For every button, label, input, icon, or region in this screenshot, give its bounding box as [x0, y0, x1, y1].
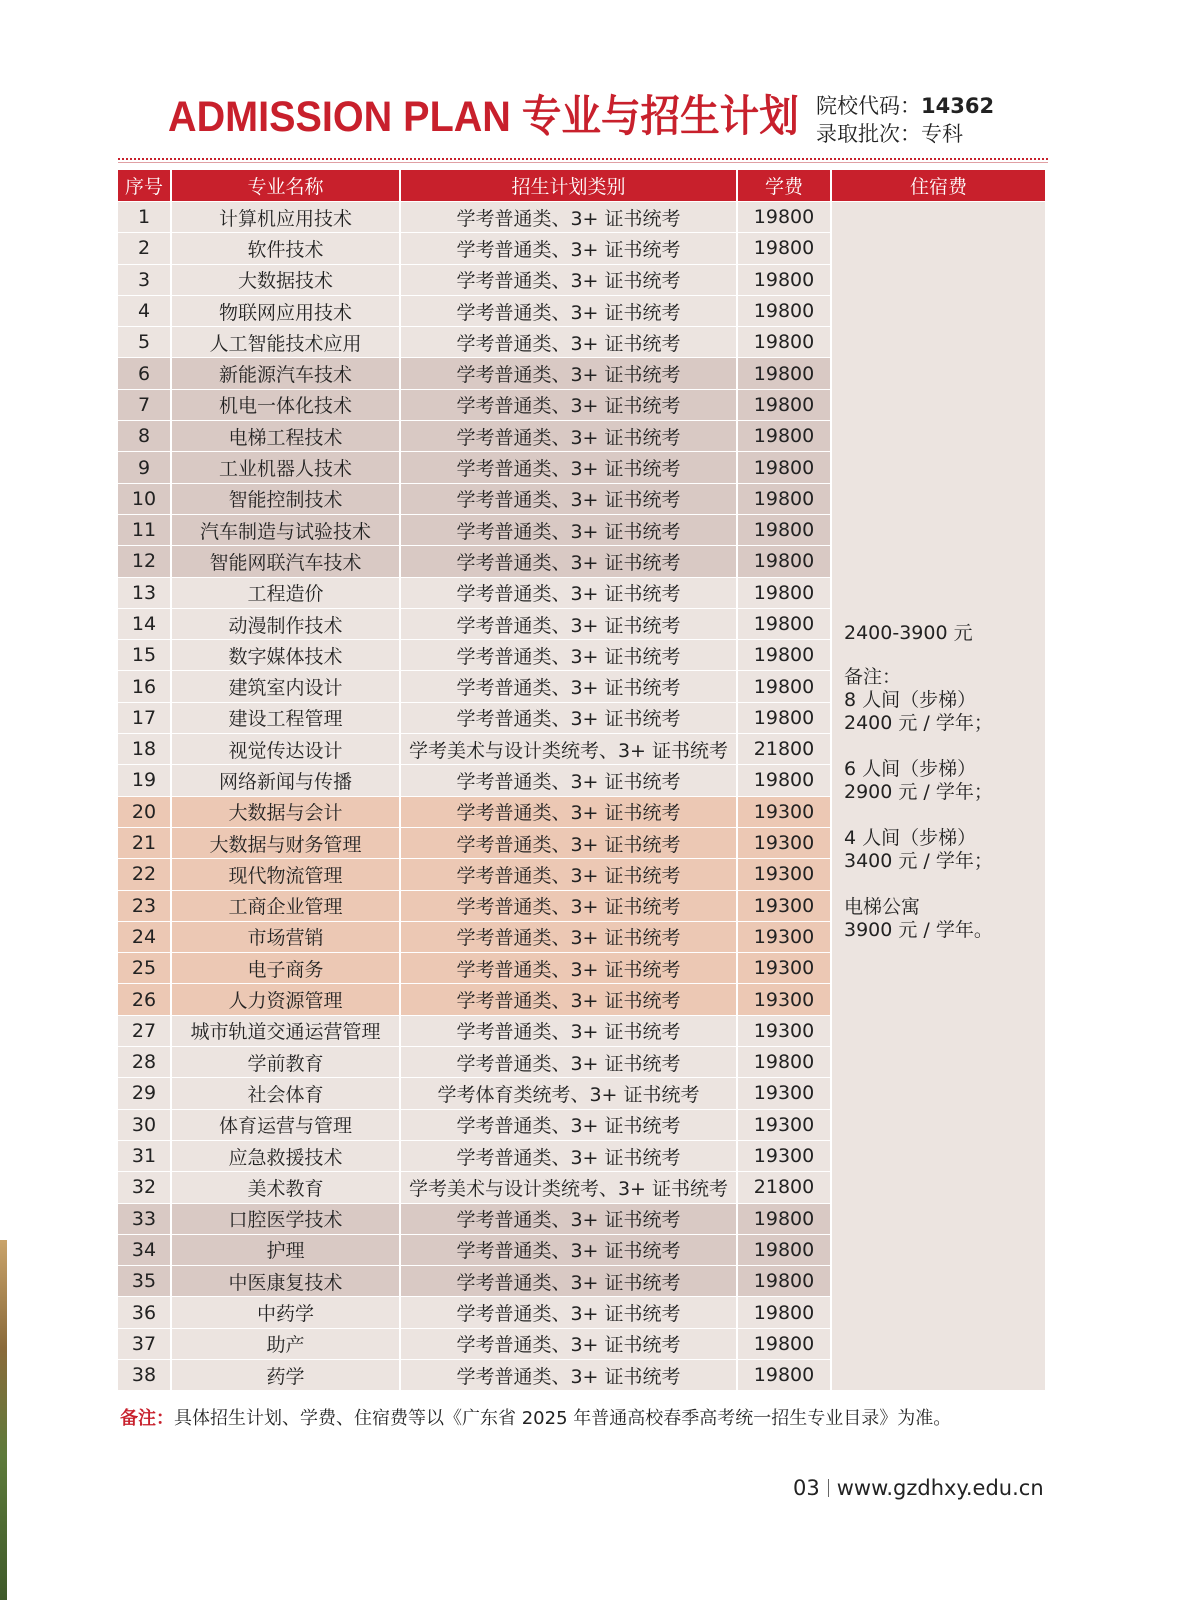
row-category: 学考普通类、3+ 证书统考: [400, 984, 737, 1015]
row-fee: 19800: [737, 389, 831, 420]
col-header-category: 招生计划类别: [400, 170, 737, 202]
row-category: 学考普通类、3+ 证书统考: [400, 827, 737, 858]
row-category: 学考普通类、3+ 证书统考: [400, 765, 737, 796]
row-major: 数字媒体技术: [171, 640, 400, 671]
row-no: 18: [118, 734, 171, 765]
row-category: 学考普通类、3+ 证书统考: [400, 1328, 737, 1359]
dorm-option: [844, 758, 1045, 804]
row-fee: 19800: [737, 1234, 831, 1265]
row-major: 药学: [171, 1359, 400, 1390]
row-major: 工程造价: [171, 577, 400, 608]
row-fee: 19800: [737, 640, 831, 671]
dorm-fee-cell: [831, 202, 1046, 1391]
row-category: 学考美术与设计类统考、3+ 证书统考: [400, 1172, 737, 1203]
row-fee: 19300: [737, 890, 831, 921]
row-category: 学考普通类、3+ 证书统考: [400, 953, 737, 984]
batch-line: [816, 120, 994, 148]
dorm-room-price: 2400 元 / 学年；: [844, 712, 993, 734]
side-photo-strip: [0, 1240, 7, 1600]
row-fee: 19800: [737, 1359, 831, 1390]
row-major: 建设工程管理: [171, 702, 400, 733]
row-fee: 19800: [737, 608, 831, 639]
row-fee: 19800: [737, 1203, 831, 1234]
row-no: 32: [118, 1172, 171, 1203]
school-code: 14362: [921, 94, 995, 118]
row-fee: 19800: [737, 702, 831, 733]
row-major: 应急救援技术: [171, 1140, 400, 1171]
row-no: 24: [118, 921, 171, 952]
row-no: 38: [118, 1359, 171, 1390]
row-major: 护理: [171, 1234, 400, 1265]
admission-plan-table: [118, 170, 1047, 1390]
row-no: 19: [118, 765, 171, 796]
row-major: 建筑室内设计: [171, 671, 400, 702]
school-meta: [816, 92, 994, 148]
row-category: 学考普通类、3+ 证书统考: [400, 483, 737, 514]
row-major: 机电一体化技术: [171, 389, 400, 420]
page-header: [168, 88, 1048, 158]
row-no: 28: [118, 1047, 171, 1078]
row-category: 学考普通类、3+ 证书统考: [400, 671, 737, 702]
row-no: 29: [118, 1078, 171, 1109]
row-no: 13: [118, 577, 171, 608]
row-category: 学考普通类、3+ 证书统考: [400, 358, 737, 389]
row-category: 学考普通类、3+ 证书统考: [400, 1109, 737, 1140]
row-category: 学考体育类统考、3+ 证书统考: [400, 1078, 737, 1109]
row-fee: 19800: [737, 671, 831, 702]
page-number: 03: [793, 1476, 820, 1500]
row-fee: 19800: [737, 264, 831, 295]
dorm-room-price: 3400 元 / 学年；: [844, 850, 993, 872]
page-footer: [793, 1476, 1044, 1500]
row-fee: 19300: [737, 827, 831, 858]
row-major: 大数据技术: [171, 264, 400, 295]
row-category: 学考美术与设计类统考、3+ 证书统考: [400, 734, 737, 765]
row-category: 学考普通类、3+ 证书统考: [400, 421, 737, 452]
row-no: 33: [118, 1203, 171, 1234]
row-category: 学考普通类、3+ 证书统考: [400, 890, 737, 921]
row-fee: 19800: [737, 295, 831, 326]
row-category: 学考普通类、3+ 证书统考: [400, 514, 737, 545]
school-code-line: [816, 92, 994, 120]
row-major: 市场营销: [171, 921, 400, 952]
row-fee: 21800: [737, 734, 831, 765]
row-category: 学考普通类、3+ 证书统考: [400, 796, 737, 827]
row-major: 电梯工程技术: [171, 421, 400, 452]
row-fee: 21800: [737, 1172, 831, 1203]
row-no: 10: [118, 483, 171, 514]
row-fee: 19800: [737, 546, 831, 577]
row-no: 21: [118, 827, 171, 858]
row-no: 4: [118, 295, 171, 326]
row-fee: 19300: [737, 796, 831, 827]
row-no: 22: [118, 859, 171, 890]
row-fee: 19800: [737, 1047, 831, 1078]
row-major: 城市轨道交通运营管理: [171, 1015, 400, 1046]
dorm-room-price: 2900 元 / 学年；: [844, 781, 993, 803]
row-major: 体育运营与管理: [171, 1109, 400, 1140]
row-major: 智能控制技术: [171, 483, 400, 514]
col-header-no: 序号: [118, 170, 171, 202]
row-major: 动漫制作技术: [171, 608, 400, 639]
dorm-fee-range: 2400-3900 元: [844, 622, 973, 644]
row-no: 1: [118, 202, 171, 233]
batch-value: 专科: [921, 122, 963, 146]
row-no: 6: [118, 358, 171, 389]
row-category: 学考普通类、3+ 证书统考: [400, 1297, 737, 1328]
row-no: 17: [118, 702, 171, 733]
row-major: 学前教育: [171, 1047, 400, 1078]
table-body: [118, 202, 1046, 1391]
footer-separator: [828, 1479, 829, 1497]
row-fee: 19300: [737, 859, 831, 890]
row-no: 37: [118, 1328, 171, 1359]
row-category: 学考普通类、3+ 证书统考: [400, 1359, 737, 1390]
row-major: 工商企业管理: [171, 890, 400, 921]
row-no: 11: [118, 514, 171, 545]
row-no: 26: [118, 984, 171, 1015]
row-fee: 19300: [737, 984, 831, 1015]
row-no: 25: [118, 953, 171, 984]
row-major: 计算机应用技术: [171, 202, 400, 233]
row-fee: 19300: [737, 953, 831, 984]
footnote: [120, 1404, 951, 1430]
row-fee: 19800: [737, 1266, 831, 1297]
dorm-note-label: 备注：: [844, 666, 902, 688]
website-link[interactable]: www.gzdhxy.edu.cn: [836, 1476, 1044, 1500]
row-no: 14: [118, 608, 171, 639]
row-fee: 19800: [737, 577, 831, 608]
col-header-major: 专业名称: [171, 170, 400, 202]
row-no: 3: [118, 264, 171, 295]
row-major: 电子商务: [171, 953, 400, 984]
row-no: 7: [118, 389, 171, 420]
row-category: 学考普通类、3+ 证书统考: [400, 327, 737, 358]
row-category: 学考普通类、3+ 证书统考: [400, 1234, 737, 1265]
table-header-row: [118, 170, 1046, 202]
row-no: 30: [118, 1109, 171, 1140]
row-category: 学考普通类、3+ 证书统考: [400, 1203, 737, 1234]
row-major: 中医康复技术: [171, 1266, 400, 1297]
row-category: 学考普通类、3+ 证书统考: [400, 233, 737, 264]
row-major: 口腔医学技术: [171, 1203, 400, 1234]
row-no: 15: [118, 640, 171, 671]
row-major: 工业机器人技术: [171, 452, 400, 483]
row-fee: 19300: [737, 1078, 831, 1109]
row-major: 汽车制造与试验技术: [171, 514, 400, 545]
dorm-option: [844, 689, 1045, 735]
row-fee: 19800: [737, 452, 831, 483]
row-category: 学考普通类、3+ 证书统考: [400, 1047, 737, 1078]
dorm-option: [844, 827, 1045, 873]
school-code-label: 院校代码：: [816, 94, 921, 118]
row-major: 视觉传达设计: [171, 734, 400, 765]
row-no: 9: [118, 452, 171, 483]
row-category: 学考普通类、3+ 证书统考: [400, 577, 737, 608]
row-category: 学考普通类、3+ 证书统考: [400, 859, 737, 890]
row-no: 20: [118, 796, 171, 827]
row-category: 学考普通类、3+ 证书统考: [400, 921, 737, 952]
row-major: 美术教育: [171, 1172, 400, 1203]
row-category: 学考普通类、3+ 证书统考: [400, 202, 737, 233]
footnote-label: 备注：: [120, 1408, 174, 1429]
row-no: 8: [118, 421, 171, 452]
col-header-dorm: 住宿费: [831, 170, 1046, 202]
row-major: 人力资源管理: [171, 984, 400, 1015]
row-category: 学考普通类、3+ 证书统考: [400, 546, 737, 577]
row-no: 34: [118, 1234, 171, 1265]
row-no: 23: [118, 890, 171, 921]
row-major: 物联网应用技术: [171, 295, 400, 326]
header-divider: [118, 158, 1048, 160]
row-major: 软件技术: [171, 233, 400, 264]
row-fee: 19300: [737, 1015, 831, 1046]
dorm-room-type: 6 人间（步梯）: [844, 758, 977, 780]
row-fee: 19800: [737, 483, 831, 514]
row-major: 大数据与会计: [171, 796, 400, 827]
row-no: 35: [118, 1266, 171, 1297]
row-major: 助产: [171, 1328, 400, 1359]
dorm-room-type: 4 人间（步梯）: [844, 827, 977, 849]
col-header-fee: 学费: [737, 170, 831, 202]
row-fee: 19800: [737, 1328, 831, 1359]
row-major: 新能源汽车技术: [171, 358, 400, 389]
row-fee: 19800: [737, 202, 831, 233]
row-fee: 19300: [737, 1140, 831, 1171]
row-no: 16: [118, 671, 171, 702]
header-divider-line: [118, 162, 1048, 163]
table-row: [118, 202, 1046, 233]
row-major: 人工智能技术应用: [171, 327, 400, 358]
row-major: 网络新闻与传播: [171, 765, 400, 796]
row-major: 大数据与财务管理: [171, 827, 400, 858]
row-no: 12: [118, 546, 171, 577]
row-fee: 19800: [737, 1297, 831, 1328]
row-category: 学考普通类、3+ 证书统考: [400, 1015, 737, 1046]
row-fee: 19800: [737, 327, 831, 358]
row-fee: 19800: [737, 765, 831, 796]
dorm-room-price: 3900 元 / 学年。: [844, 919, 993, 941]
row-fee: 19300: [737, 921, 831, 952]
row-major: 社会体育: [171, 1078, 400, 1109]
row-major: 现代物流管理: [171, 859, 400, 890]
row-fee: 19800: [737, 514, 831, 545]
row-category: 学考普通类、3+ 证书统考: [400, 389, 737, 420]
row-major: 智能网联汽车技术: [171, 546, 400, 577]
dorm-option: [844, 896, 1045, 942]
row-category: 学考普通类、3+ 证书统考: [400, 264, 737, 295]
row-major: 中药学: [171, 1297, 400, 1328]
dorm-room-type: 8 人间（步梯）: [844, 689, 977, 711]
row-no: 27: [118, 1015, 171, 1046]
row-no: 2: [118, 233, 171, 264]
row-category: 学考普通类、3+ 证书统考: [400, 1140, 737, 1171]
row-fee: 19300: [737, 1109, 831, 1140]
row-no: 36: [118, 1297, 171, 1328]
row-fee: 19800: [737, 421, 831, 452]
row-category: 学考普通类、3+ 证书统考: [400, 608, 737, 639]
batch-label: 录取批次：: [816, 122, 921, 146]
footnote-text: 具体招生计划、学费、住宿费等以《广东省 2025 年普通高校春季高考统一招生专业目录》为准。: [174, 1408, 952, 1429]
dorm-room-type: 电梯公寓: [844, 896, 921, 918]
row-category: 学考普通类、3+ 证书统考: [400, 702, 737, 733]
page-title: ADMISSION PLAN 专业与招生计划: [168, 93, 799, 141]
row-category: 学考普通类、3+ 证书统考: [400, 640, 737, 671]
row-fee: 19800: [737, 233, 831, 264]
row-fee: 19800: [737, 358, 831, 389]
row-category: 学考普通类、3+ 证书统考: [400, 452, 737, 483]
row-no: 31: [118, 1140, 171, 1171]
row-no: 5: [118, 327, 171, 358]
row-category: 学考普通类、3+ 证书统考: [400, 295, 737, 326]
row-category: 学考普通类、3+ 证书统考: [400, 1266, 737, 1297]
